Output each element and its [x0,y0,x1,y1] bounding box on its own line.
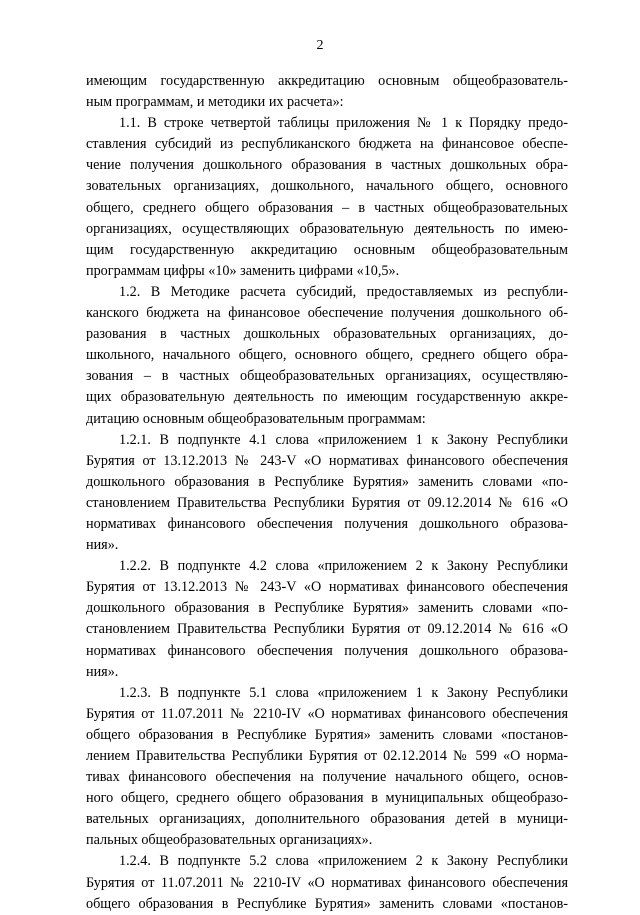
text-line: организациях, осуществляющих образовательную деятельность по имею- [86,220,568,237]
text-line: становлением Правительства Республики Бурятия от 09.12.2014 № 616 «О [86,621,568,638]
text-line: нормативах финансового обеспечения получения дошкольного образова- [86,515,568,532]
text-line: дошкольного образования в Республике Бурятия» заменить словами «по- [86,600,568,617]
text-line: вательных организациях, дополнительного образования детей в муници- [86,811,568,828]
text-line: школьного, начального общего, основного общего, среднего общего обра- [86,347,568,364]
paragraph [86,282,568,430]
text-line: ния». [86,537,119,554]
paragraph [86,113,568,282]
text-line: зования – в частных общеобразовательных организациях, осуществляю- [86,368,568,385]
paragraph [86,71,568,113]
text-line: общего образования в Республике Бурятия» заменить словами «постанов- [86,895,568,912]
text-line: ным программам, и методики их расчета»: [86,94,344,111]
text-line: канского бюджета на финансовое обеспечение получения дошкольного об- [86,305,568,322]
text-line: 1.2. В Методике расчета субсидий, предоставляемых из республи- [119,283,568,300]
text-line: ния». [86,663,119,680]
text-line: щих образовательную деятельность по имеющим государственную аккре- [86,389,568,406]
text-line: зовательных организациях, дошкольного, начального общего, основного [86,178,568,195]
text-line: Бурятия от 13.12.2013 № 243-V «О нормативах финансового обеспечения [86,452,568,469]
text-line: нормативах финансового обеспечения получения дошкольного образова- [86,642,568,659]
text-line: лением Правительства Республики Бурятия от 02.12.2014 № 599 «О норма- [86,748,568,764]
text-line: Бурятия от 11.07.2011 № 2210-IV «О нормативах финансового обеспечения [86,705,568,722]
text-line: ставления субсидий из республиканского бюджета на финансовое обеспе- [86,136,568,153]
text-line: общего образования в Республике Бурятия» заменить словами «постанов- [86,726,568,743]
text-line: программам цифры «10» заменить цифрами «10,5». [86,262,400,279]
text-line: 1.2.2. В подпункте 4.2 слова «приложением 2 к Закону Республики [119,558,568,575]
text-line: становлением Правительства Республики Бурятия от 09.12.2014 № 616 «О [86,494,568,511]
paragraph [86,556,568,683]
text-line: разования в частных дошкольных образовательных организациях, до- [86,326,568,343]
text-line: дитацию основным общеобразовательным программам: [86,410,426,427]
text-line: 1.1. В строке четвертой таблицы приложения № 1 к Порядку предо- [119,115,568,132]
paragraph [86,430,568,557]
text-line: щим государственную аккредитацию основным общеобразовательным [86,241,568,258]
text-line: 1.2.1. В подпункте 4.1 слова «приложением 1 к Закону Республики [119,431,568,448]
text-line: имеющим государственную аккредитацию основным общеобразователь- [86,73,568,89]
text-line: ного общего, среднего общего образования в муниципальных общеобразо- [86,790,568,807]
text-line: 1.2.3. В подпункте 5.1 слова «приложением 1 к Закону Республики [119,684,568,701]
page-number: 2 [316,38,324,53]
paragraph [86,851,568,914]
text-line: общего, среднего общего образования – в частных общеобразовательных [86,199,568,216]
text-line: 1.2.4. В подпункте 5.2 слова «приложением 2 к Закону Республики [119,853,568,870]
paragraph [86,683,568,852]
text-line: Бурятия от 13.12.2013 № 243-V «О нормативах финансового обеспечения [86,579,568,596]
text-line: чение получения дошкольного образования в частных дошкольных обра- [86,157,568,174]
text-line: пальных общеобразовательных организациях». [86,832,373,849]
text-line: тивах финансового обеспечения на получение начального общего, основ- [86,769,568,786]
text-line: Бурятия от 11.07.2011 № 2210-IV «О нормативах финансового обеспечения [86,874,568,891]
text-line: дошкольного образования в Республике Бурятия» заменить словами «по- [86,473,568,490]
document-body [86,71,568,915]
